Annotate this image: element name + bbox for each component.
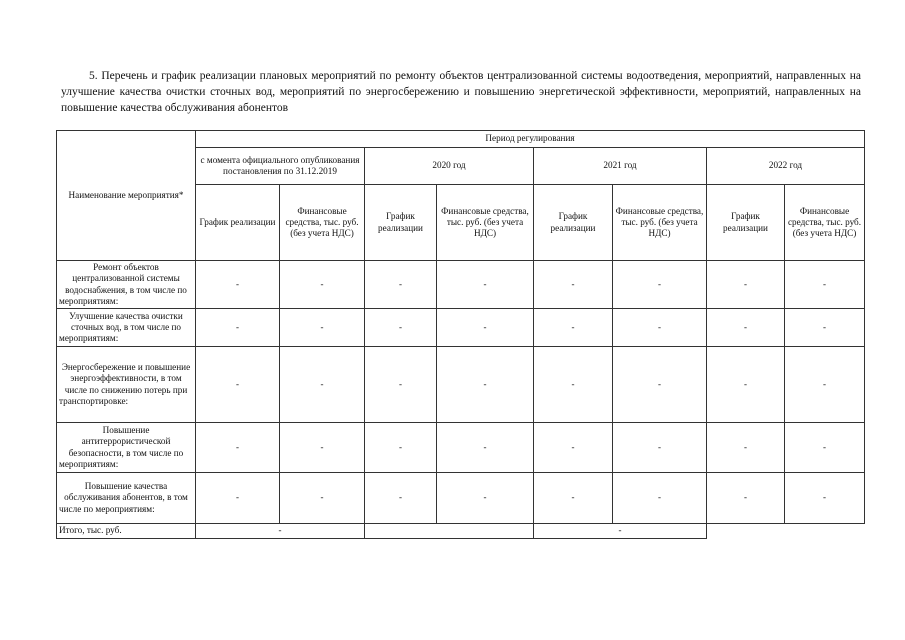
table-cell: - — [196, 347, 280, 423]
measure-name: Энергосбережение и повышение энергоэффективности, в том числе по снижению потерь при транспортировке: — [57, 347, 196, 423]
table-cell: - — [785, 309, 865, 347]
table-cell: - — [534, 261, 613, 309]
table-cell: - — [707, 309, 785, 347]
table-cell: - — [613, 261, 707, 309]
table-cell: - — [280, 261, 365, 309]
table-row — [57, 309, 865, 347]
total-cell — [365, 524, 534, 539]
measure-name: Повышение качества обслуживания абонентов, в том числе по мероприятиям: — [57, 473, 196, 524]
table-cell: - — [437, 423, 534, 473]
table-cell: - — [196, 309, 280, 347]
measures-table — [56, 130, 865, 539]
table-cell: - — [707, 347, 785, 423]
table-cell: - — [534, 347, 613, 423]
table-cell: - — [785, 473, 865, 524]
table-cell: - — [280, 473, 365, 524]
table-cell: - — [785, 423, 865, 473]
table-cell: - — [280, 309, 365, 347]
schedule-subheader: График реализации — [365, 185, 437, 261]
table-cell: - — [613, 423, 707, 473]
measure-name: Повышение антитеррористической безопасности, в том числе по мероприятиям: — [57, 423, 196, 473]
table-cell: - — [707, 261, 785, 309]
total-cell: - — [534, 524, 707, 539]
table-cell: - — [196, 423, 280, 473]
total-row — [57, 524, 865, 539]
table-cell: - — [707, 473, 785, 524]
period-2020-header: 2020 год — [365, 148, 534, 185]
table-cell: - — [365, 347, 437, 423]
table-cell: - — [437, 261, 534, 309]
heading-text: 5. Перечень и график реализации плановых мероприятий по ремонту объектов централизованной системы водоотведения, мероприятий, направленных на улучшение качества очистки сточных вод, мероприятий по энергосбережению и повышению энергетической эффективности, мероприятий, направленных на повышение качества обслуживания абонентов — [61, 70, 861, 114]
table-cell: - — [196, 473, 280, 524]
table-cell: - — [534, 423, 613, 473]
table-cell: - — [785, 347, 865, 423]
schedule-subheader: График реализации — [196, 185, 280, 261]
table-cell: - — [534, 309, 613, 347]
table-row — [57, 473, 865, 524]
table-cell: - — [365, 423, 437, 473]
table-cell: - — [196, 261, 280, 309]
table-cell: - — [437, 473, 534, 524]
period-header: Период регулирования — [196, 131, 865, 148]
period-2022-header: 2022 год — [707, 148, 865, 185]
table-cell: - — [280, 423, 365, 473]
schedule-subheader: График реализации — [534, 185, 613, 261]
table-cell: - — [613, 309, 707, 347]
empty-space — [707, 524, 865, 539]
table-cell: - — [280, 347, 365, 423]
measure-name: Улучшение качества очистки сточных вод, в том числе по мероприятиям: — [57, 309, 196, 347]
finance-subheader: Финансовые средства, тыс. руб. (без учета НДС) — [280, 185, 365, 261]
name-column-header: Наименование мероприятия* — [57, 131, 196, 261]
total-cell: - — [196, 524, 365, 539]
table-cell: - — [613, 347, 707, 423]
measure-name: Ремонт объектов централизованной системы водоснабжения, в том числе по мероприятиям: — [57, 261, 196, 309]
table-cell: - — [437, 309, 534, 347]
table-row — [57, 261, 865, 309]
table-cell: - — [365, 261, 437, 309]
table-cell: - — [365, 309, 437, 347]
period-2021-header: 2021 год — [534, 148, 707, 185]
table-cell: - — [785, 261, 865, 309]
table-cell: - — [365, 473, 437, 524]
finance-subheader: Финансовые средства, тыс. руб. (без учета НДС) — [437, 185, 534, 261]
table-row — [57, 347, 865, 423]
total-label: Итого, тыс. руб. — [57, 524, 196, 539]
table-row — [57, 423, 865, 473]
finance-subheader: Финансовые средства, тыс. руб. (без учета НДС) — [613, 185, 707, 261]
table-cell: - — [437, 347, 534, 423]
table-cell: - — [534, 473, 613, 524]
section-heading — [61, 68, 861, 116]
period-initial-header: с момента официального опубликования постановления по 31.12.2019 — [196, 148, 365, 185]
finance-subheader: Финансовые средства, тыс. руб. (без учета НДС) — [785, 185, 865, 261]
table-cell: - — [613, 473, 707, 524]
schedule-subheader: График реализации — [707, 185, 785, 261]
table-cell: - — [707, 423, 785, 473]
